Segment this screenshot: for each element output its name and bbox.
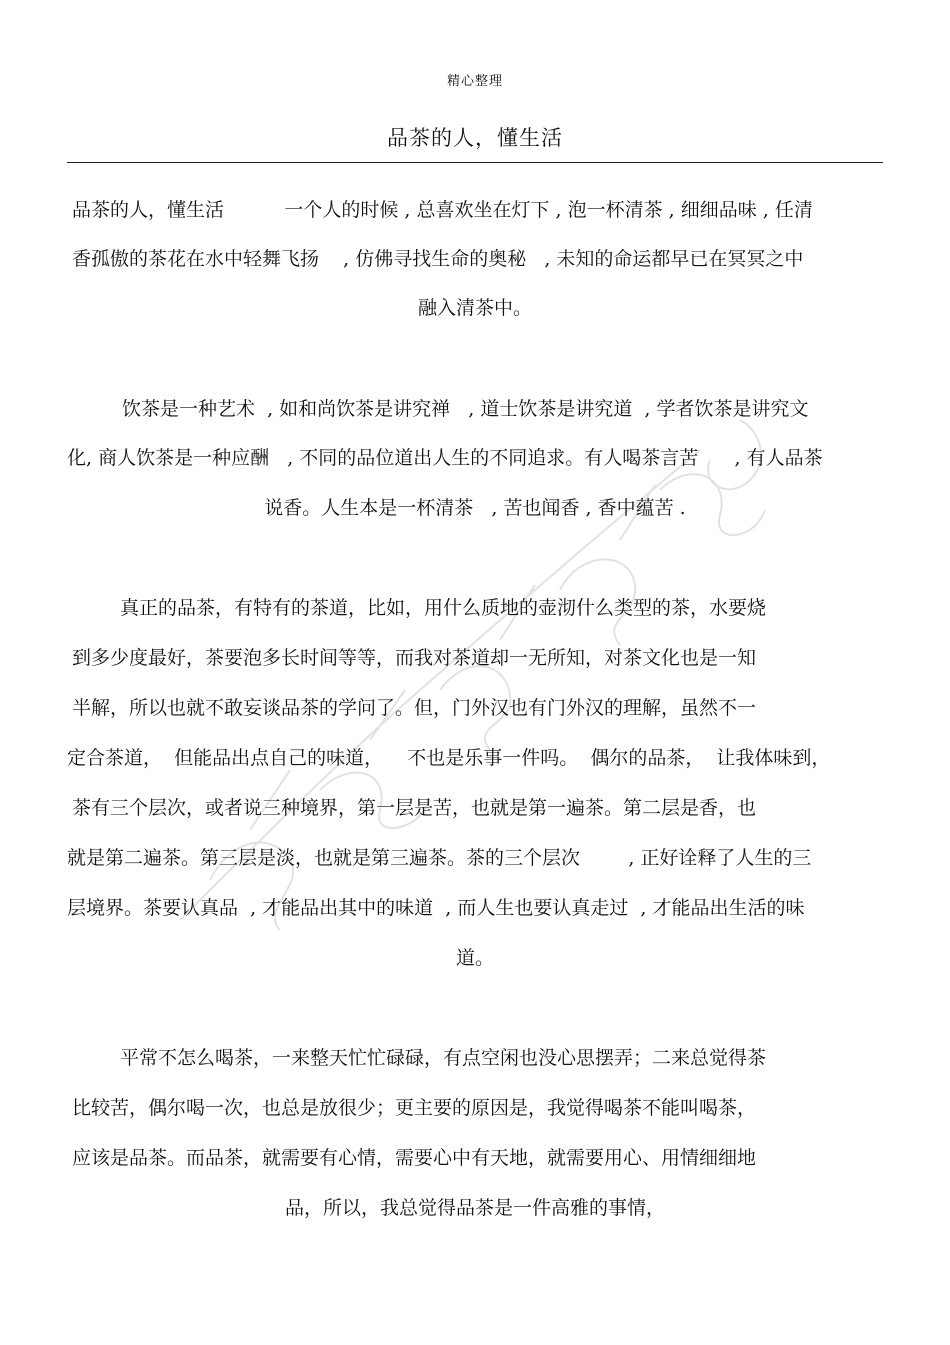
title-divider: [67, 162, 883, 163]
paragraph-line: 比较苦，偶尔喝一次，也总是放很少；更主要的原因是，我觉得喝茶不能叫喝茶，: [72, 1097, 757, 1119]
paragraph-line: 品，所以，我总觉得品茶是一件高雅的事情，: [284, 1197, 665, 1219]
paragraph-line: 饮茶是一种艺术 , 如和尚饮茶是讲究禅 , 道士饮茶是讲究道 , 学者饮茶是讲究文: [122, 398, 809, 420]
article-title: 品茶的人，懂生活: [387, 126, 563, 150]
paragraph-line: 平常不怎么喝茶，一来整天忙忙碌碌，有点空闲也没心思摆弄；二来总觉得茶: [120, 1047, 767, 1069]
paragraph-line: 层境界。茶要认真品 , 才能品出其中的味道 , 而人生也要认真走过 , 才能品出生活的味: [67, 897, 805, 919]
paragraph-line: 到多少度最好，茶要泡多长时间等等，而我对茶道却一无所知，对茶文化也是一知: [72, 647, 757, 669]
paragraph-line: 半解，所以也就不敢妄谈品茶的学问了。但，门外汉也有门外汉的理解，虽然不一: [72, 697, 757, 719]
paragraph-line: 定合茶道， 但能品出点自己的味道， 不也是乐事一件吗。 偶尔的品茶， 让我体味到，: [67, 747, 831, 769]
paragraph-line: 融入清茶中。: [417, 297, 532, 319]
paragraph-line: 就是第二遍茶。第三层是淡，也就是第三遍茶。茶的三个层次 , 正好诠释了人生的三: [67, 847, 812, 869]
page-header: 精心整理: [446, 74, 503, 89]
paragraph-line: 应该是品茶。而品茶，就需要有心情，需要心中有天地，就需要用心、用情细细地: [72, 1147, 757, 1169]
paragraph-line: 说香。人生本是一杯清茶 , 苦也闻香 , 香中蕴苦 .: [264, 497, 686, 519]
paragraph-line: 真正的品茶，有特有的茶道，比如，用什么质地的壶沏什么类型的茶，水要烧: [120, 597, 767, 619]
paragraph-line: 香孤傲的茶花在水中轻舞飞扬 , 仿佛寻找生命的奥秘 , 未知的命运都早已在冥冥之中: [72, 248, 804, 270]
paragraph-line: 品茶的人，懂生活 一个人的时候 , 总喜欢坐在灯下 , 泡一杯清茶 , 细细品味 , 任清: [72, 199, 813, 221]
paragraph-line: 化, 商人饮茶是一种应酬 , 不同的品位道出人生的不同追求。有人喝茶言苦 , 有人品茶: [67, 447, 823, 469]
paragraph-line: 道。: [455, 947, 494, 969]
paragraph-line: 茶有三个层次，或者说三种境界，第一层是苦，也就是第一遍茶。第二层是香，也: [72, 797, 757, 819]
